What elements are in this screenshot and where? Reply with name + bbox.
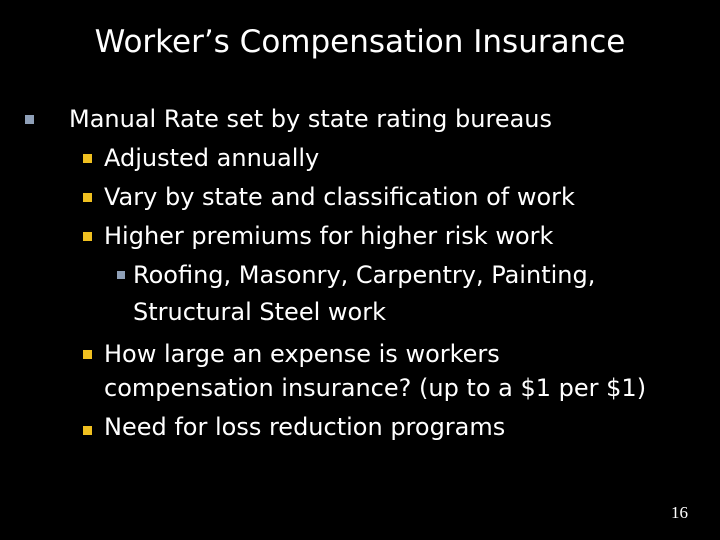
bullet-item-loss-reduction: Need for loss reduction programs xyxy=(104,413,506,441)
bullet-item-higher-premiums: Higher premiums for higher risk work xyxy=(104,222,554,250)
bullet-square-icon xyxy=(83,154,92,163)
bullet-square-icon xyxy=(83,350,92,359)
bullet-item-how-large-line2: compensation insurance? (up to a $1 per $1) xyxy=(104,374,647,402)
bullet-square-icon xyxy=(83,232,92,241)
bullet-square-icon xyxy=(83,193,92,202)
page-number: 16 xyxy=(671,503,688,522)
bullet-square-icon xyxy=(25,115,34,124)
bullet-item-roofing-line1: Roofing, Masonry, Carpentry, Painting, xyxy=(133,261,596,289)
bullet-square-icon xyxy=(117,271,125,279)
bullet-item-vary-by-state: Vary by state and classification of work xyxy=(104,183,575,211)
slide-title: Worker’s Compensation Insurance xyxy=(94,24,626,60)
bullet-item-roofing-line2: Structural Steel work xyxy=(133,298,386,326)
bullet-square-icon xyxy=(83,426,92,435)
bullet-item-how-large-line1: How large an expense is workers xyxy=(104,340,500,368)
bullet-item-adjusted-annually: Adjusted annually xyxy=(104,144,320,172)
bullet-item-manual-rate: Manual Rate set by state rating bureaus xyxy=(69,105,552,133)
